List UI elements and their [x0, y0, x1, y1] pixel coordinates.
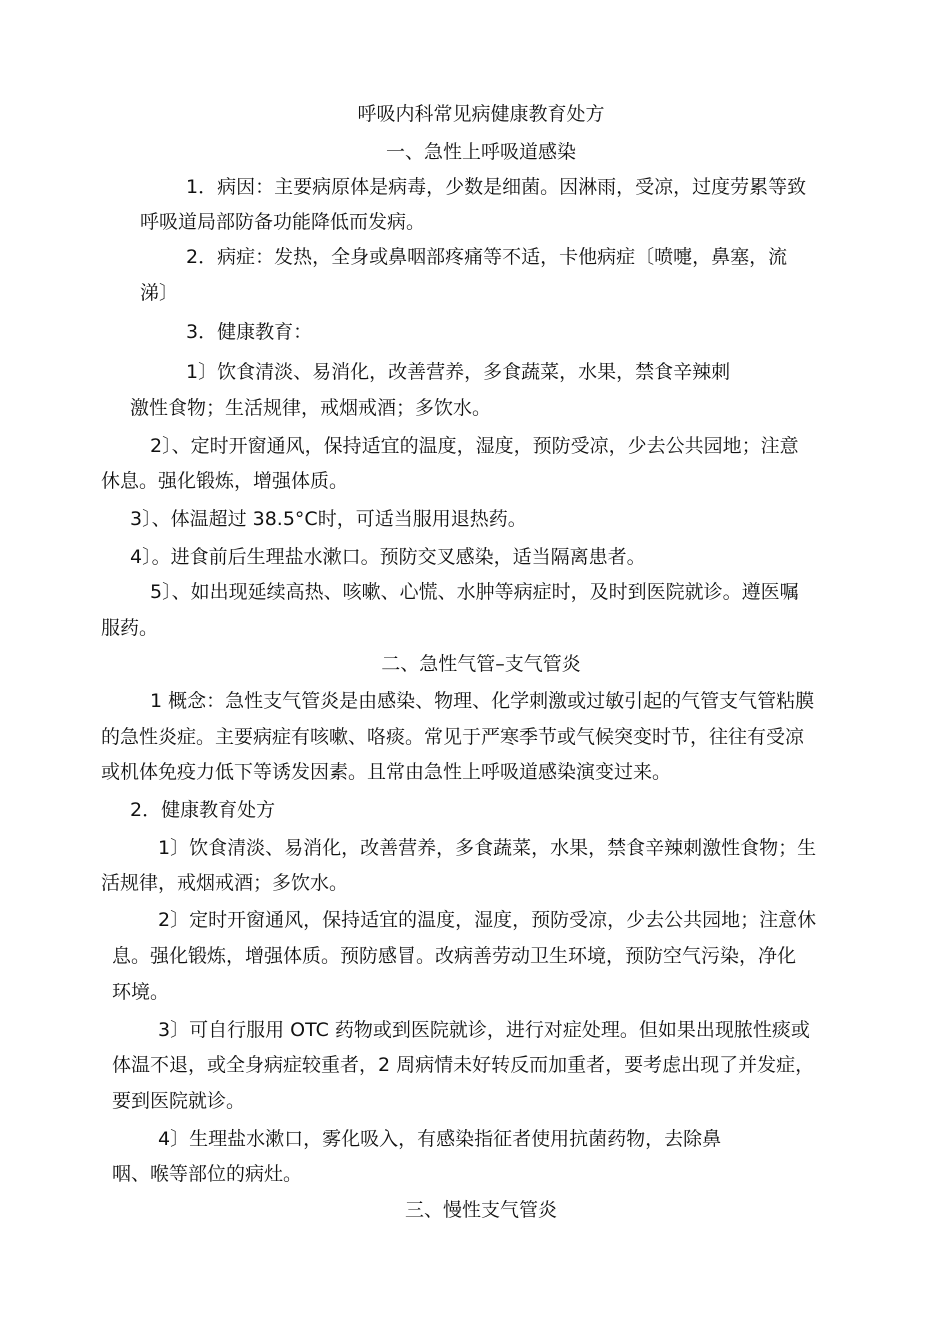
section2-item1-line1: 1〕饮食清淡、易消化，改善营养，多食蔬菜，水果，禁食辛辣刺激性食物；生 — [158, 837, 817, 859]
section2-concept-line3: 或机体免疫力低下等诱发因素。且常由急性上呼吸道感染演变过来。 — [101, 761, 672, 783]
section2-item2-line2: 息。强化锻炼，增强体质。预防感冒。改病善劳动卫生环境，预防空气污染，净化 — [112, 945, 797, 967]
section1-cause-line2: 呼吸道局部防备功能降低而发病。 — [140, 211, 426, 233]
section2-heading: 二、急性气管–支气管炎 — [381, 653, 581, 675]
section1-symptom-line1: 2．病症：发热，全身或鼻咽部疼痛等不适，卡他病症〔喷嚏，鼻塞，流 — [186, 246, 788, 268]
section2-item3-line1: 3〕可自行服用 OTC 药物或到医院就诊，进行对症处理。但如果出现脓性痰或 — [158, 1019, 810, 1041]
section1-item1-line1: 1〕饮食清淡、易消化，改善营养，多食蔬菜，水果，禁食辛辣刺 — [186, 361, 731, 383]
section1-education-heading: 3．健康教育： — [186, 321, 313, 343]
section1-item5-line2: 服药。 — [101, 617, 159, 639]
section1-item2-line1: 2〕、定时开窗通风，保持适宜的温度，湿度，预防受凉，少去公共园地；注意 — [150, 435, 799, 457]
section1-item2-line2: 休息。强化锻炼，增强体质。 — [101, 470, 349, 492]
section1-item3: 3〕、体温超过 38.5°C时，可适当服用退热药。 — [130, 508, 527, 530]
section2-item2-line3: 环境。 — [112, 981, 170, 1003]
section2-item4-line2: 咽、喉等部位的病灶。 — [112, 1163, 303, 1185]
section1-symptom-line2: 涕〕 — [140, 282, 179, 304]
section2-education-heading: 2．健康教育处方 — [130, 799, 276, 821]
section2-concept-line1: 1 概念：急性支气管炎是由感染、物理、化学刺激或过敏引起的气管支气管粘膜 — [150, 690, 815, 712]
section2-concept-line2: 的急性炎症。主要病症有咳嗽、咯痰。常见于严寒季节或气候突变时节，往往有受凉 — [101, 726, 805, 748]
section2-item3-line2: 体温不退，或全身病症较重者，2 周病情未好转反而加重者，要考虑出现了并发症， — [112, 1054, 815, 1076]
section2-item3-line3: 要到医院就诊。 — [112, 1090, 246, 1112]
section2-item1-line2: 活规律，戒烟戒酒；多饮水。 — [101, 872, 349, 894]
section3-heading: 三、慢性支气管炎 — [404, 1199, 557, 1221]
section1-item1-line2: 激性食物；生活规律，戒烟戒酒；多饮水。 — [130, 397, 492, 419]
document-title: 呼吸内科常见病健康教育处方 — [357, 103, 605, 125]
section1-item5-line1: 5〕、如出现延续高热、咳嗽、心慌、水肿等病症时，及时到医院就诊。遵医嘱 — [150, 581, 799, 603]
section1-cause-line1: 1．病因：主要病原体是病毒，少数是细菌。因淋雨，受凉，过度劳累等致 — [186, 176, 807, 198]
section2-item4-line1: 4〕生理盐水漱口，雾化吸入，有感染指征者使用抗菌药物，去除鼻 — [158, 1128, 722, 1150]
section1-heading: 一、急性上呼吸道感染 — [385, 141, 576, 163]
section1-item4: 4〕。进食前后生理盐水漱口。预防交叉感染，适当隔离患者。 — [130, 546, 646, 568]
section2-item2-line1: 2〕定时开窗通风，保持适宜的温度，湿度，预防受凉，少去公共园地；注意休 — [158, 909, 817, 931]
